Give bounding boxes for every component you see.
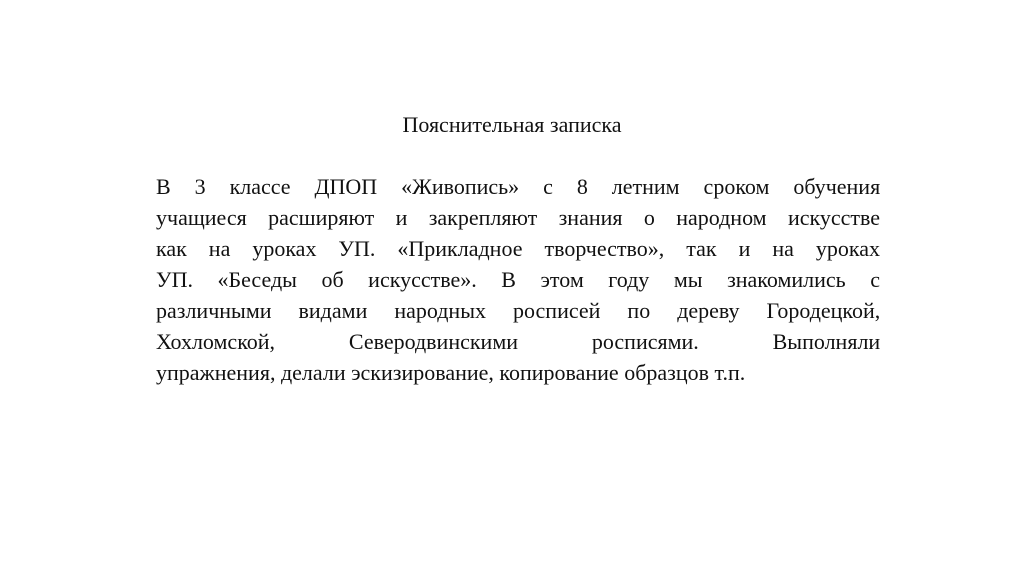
- body-line-3: как на уроках УП. «Прикладное творчество», так и на уроках: [156, 236, 880, 261]
- document-title: Пояснительная записка: [402, 112, 622, 137]
- body-line-5: различными видами народных росписей по дереву Городецкой,: [156, 298, 881, 323]
- document-body: [156, 171, 880, 388]
- body-line-2: учащиеся расширяют и закрепляют знания о народном искусстве: [156, 205, 881, 230]
- body-line-7: упражнения, делали эскизирование, копирование образцов т.п.: [156, 360, 746, 385]
- body-line-4: УП. «Беседы об искусстве». В этом году мы знакомились с: [156, 267, 880, 292]
- body-line-1: В 3 классе ДПОП «Живопись» с 8 летним сроком обучения: [156, 174, 881, 199]
- body-line-6: Хохломской, Северодвинскими росписями. Выполняли: [156, 329, 881, 354]
